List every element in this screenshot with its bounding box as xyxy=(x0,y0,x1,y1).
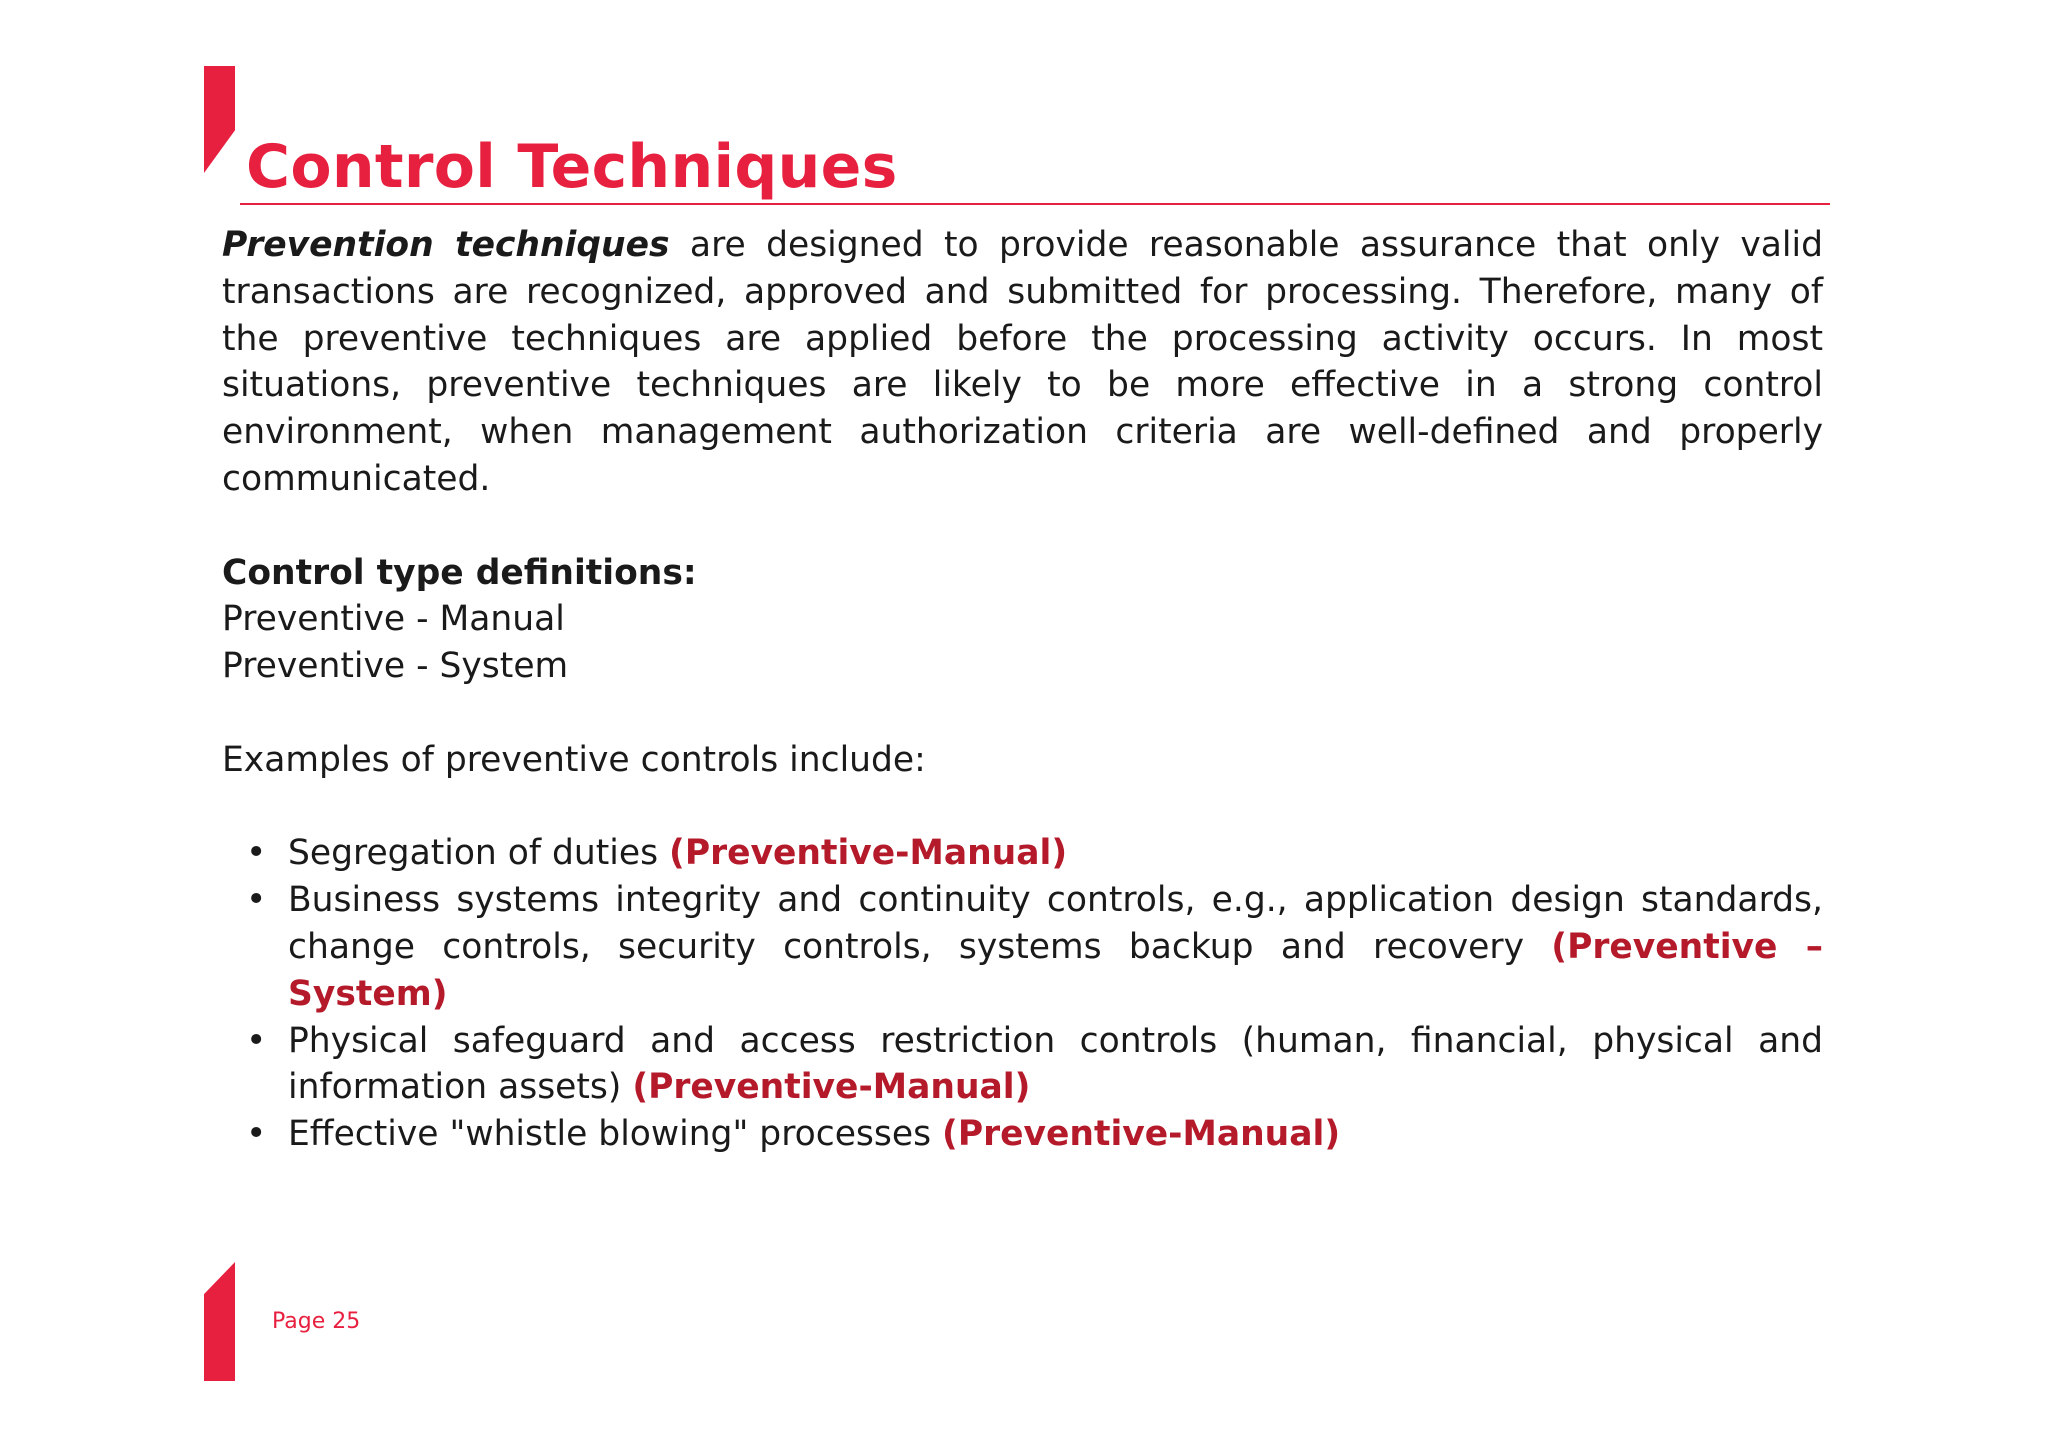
control-type-tag: (Preventive-Manual) xyxy=(669,833,1068,874)
list-item xyxy=(222,877,1823,1017)
slide-body xyxy=(222,222,1823,1158)
control-type-tag: (Preventive-Manual) xyxy=(632,1067,1031,1108)
intro-paragraph xyxy=(222,222,1823,503)
control-type-tag: (Preventive – System) xyxy=(288,926,1823,1014)
page-title: Control Techniques xyxy=(246,132,898,202)
list-item xyxy=(222,830,1823,877)
bullet-icon: • xyxy=(246,833,267,874)
definition-item: Preventive - Manual xyxy=(222,599,565,640)
list-item-text: Physical safeguard and access restriction controls (human, financial, physical and information assets) xyxy=(288,1020,1823,1108)
definition-item: Preventive - System xyxy=(222,646,569,687)
bullet-icon: • xyxy=(246,880,267,921)
list-item xyxy=(222,1111,1823,1158)
spacer xyxy=(222,690,1823,737)
bullet-icon: • xyxy=(246,1114,267,1155)
bullet-icon: • xyxy=(246,1020,267,1061)
title-underline xyxy=(240,203,1830,205)
examples-list xyxy=(222,830,1823,1158)
control-type-tag: (Preventive-Manual) xyxy=(942,1114,1341,1155)
list-item-text: Segregation of duties xyxy=(288,833,670,874)
accent-bar-bottom xyxy=(204,1262,235,1381)
intro-lead: Prevention techniques xyxy=(222,225,670,265)
intro-text: are designed to provide reasonable assurance that only valid transactions are recognized, approved and submitted for processing. Therefore, many of the preventive techniques are applied before the processing activity occurs. In most situations, preventive techniques are likely to be more effective in a strong control environment, when management authorization criteria are well-defined and properly communicated. xyxy=(222,225,1823,499)
page-number: Page 25 xyxy=(272,1309,361,1334)
examples-intro: Examples of preventive controls include: xyxy=(222,739,926,780)
list-item-text: Effective "whistle blowing" processes xyxy=(288,1114,943,1155)
list-item xyxy=(222,1018,1823,1112)
definitions-heading: Control type definitions: xyxy=(222,552,697,593)
spacer xyxy=(222,503,1823,550)
spacer xyxy=(222,784,1823,831)
list-item-text: Business systems integrity and continuity controls, e.g., application design standards, change controls, security controls, systems backup and recovery xyxy=(288,880,1823,967)
accent-bar-top xyxy=(204,66,235,173)
